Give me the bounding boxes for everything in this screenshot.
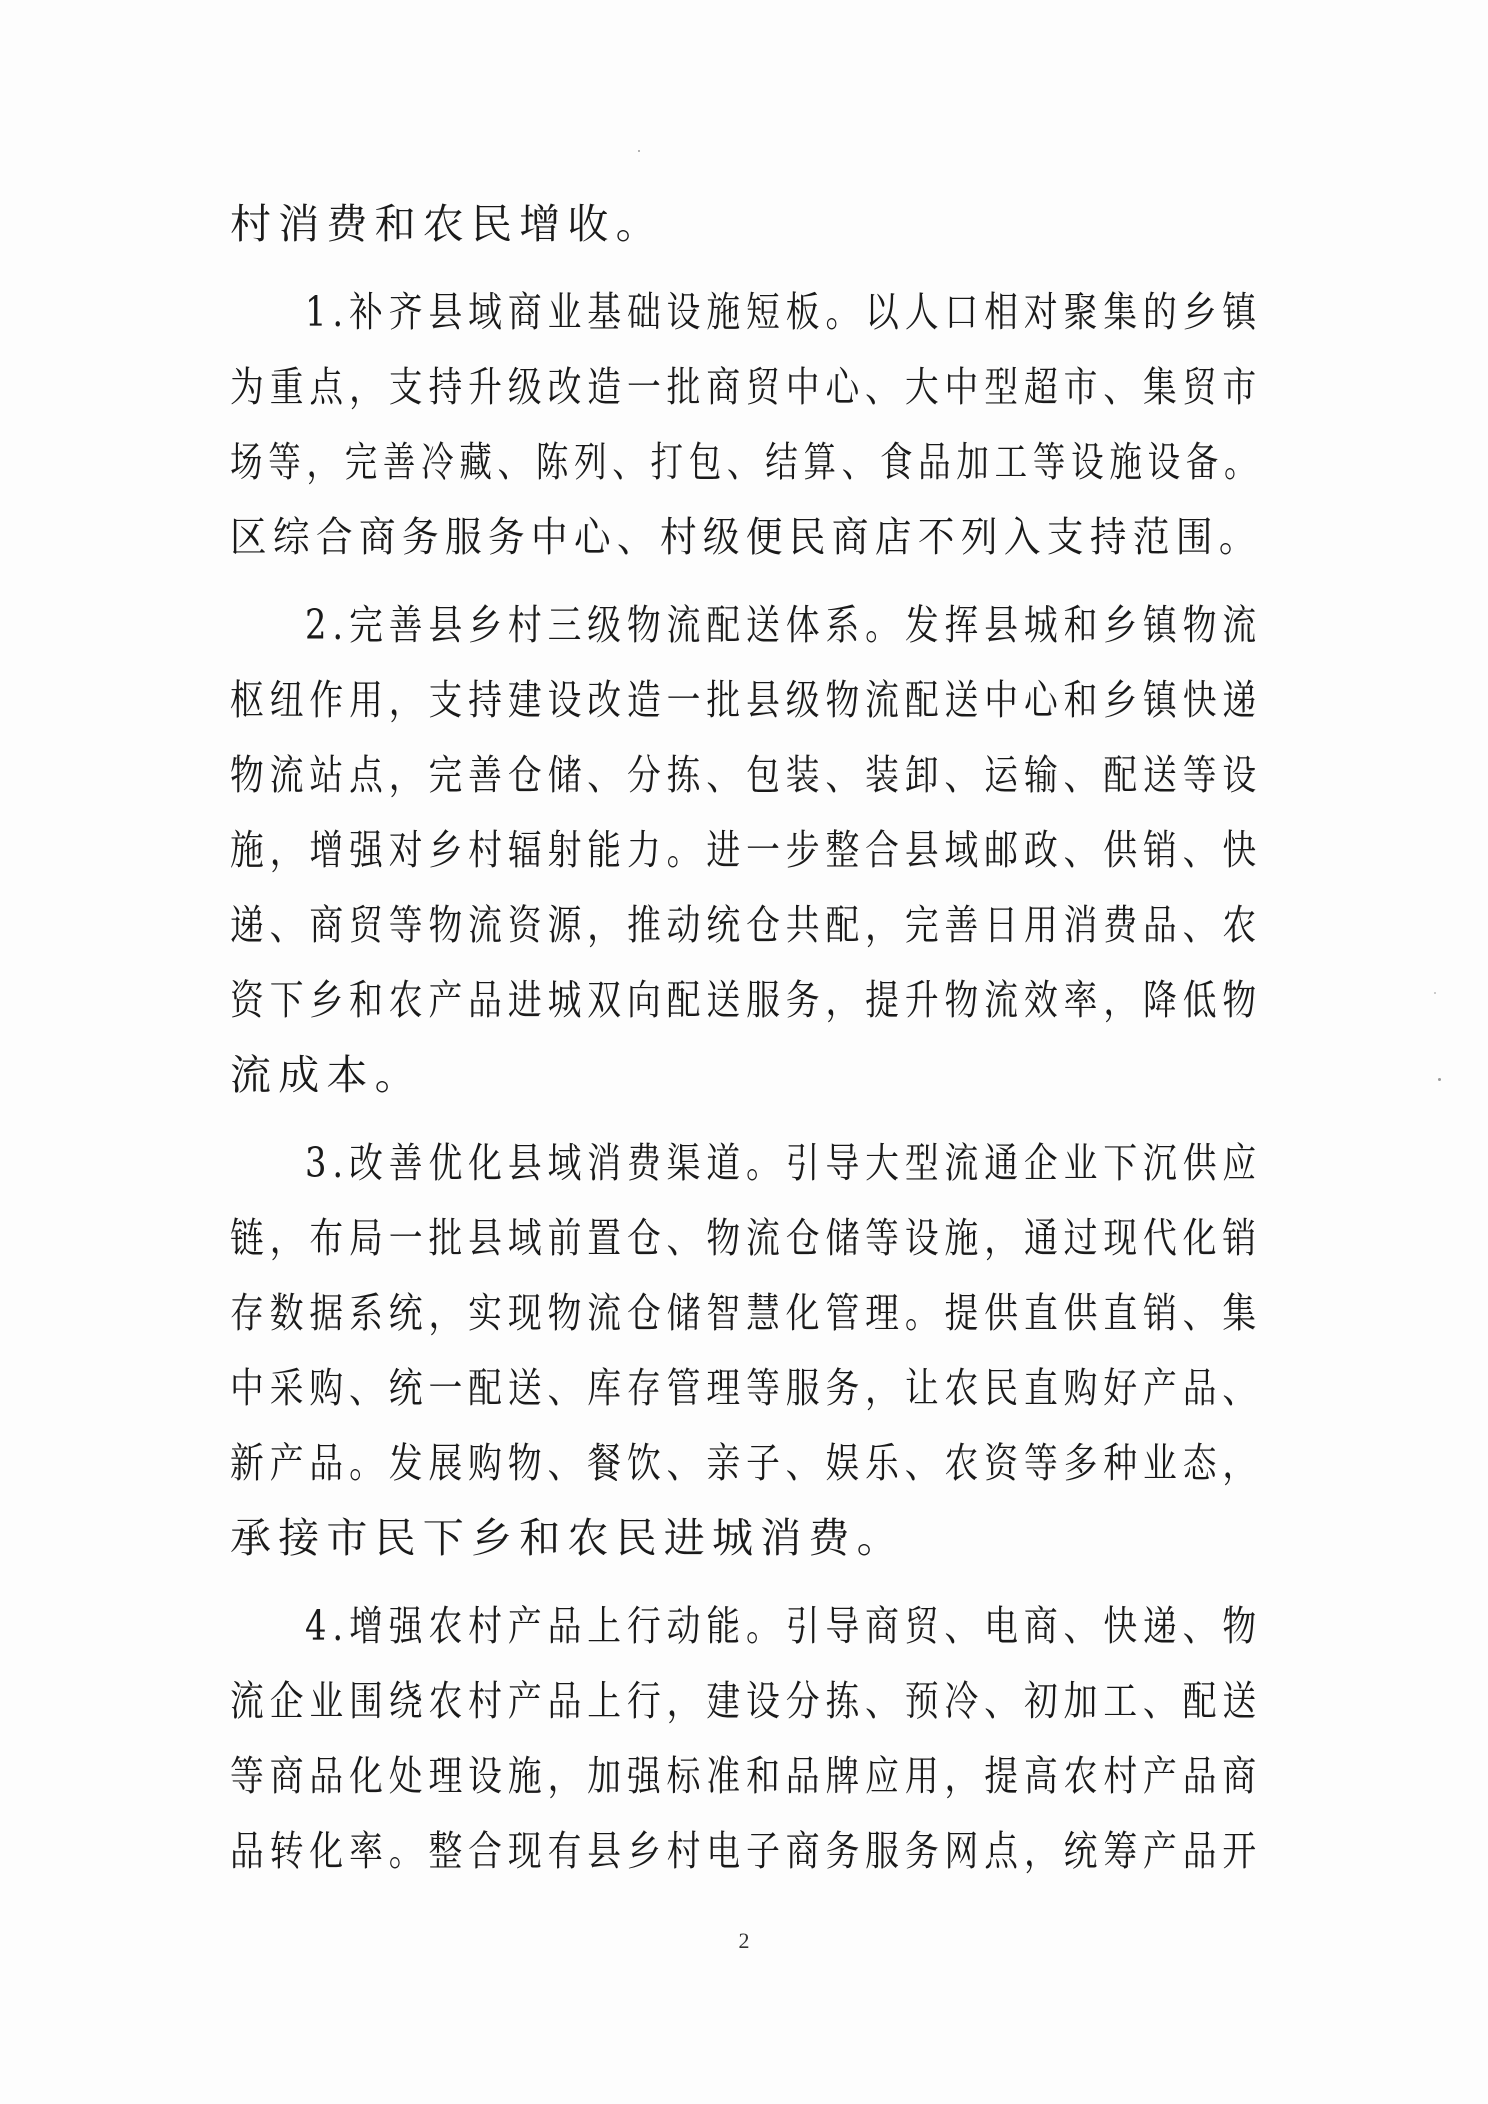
text-line-15: 存数据系统，实现物流仓储智慧化管理。提供直供直销、集 bbox=[230, 1289, 1263, 1337]
scan-speck bbox=[1438, 1078, 1441, 1081]
text-line-22: 品转化率。整合现有县乡村电子商务服务网点，统筹产品开 bbox=[230, 1827, 1263, 1875]
text-line-10: 递、商贸等物流资源，推动统仓共配，完善日用消费品、农 bbox=[230, 901, 1263, 949]
text-line-16: 中采购、统一配送、库存管理等服务，让农民直购好产品、 bbox=[230, 1364, 1263, 1412]
text-line-21: 等商品化处理设施，加强标准和品牌应用，提高农村产品商 bbox=[230, 1752, 1263, 1800]
text-line-19: 4.增强农村产品上行动能。引导商贸、电商、快递、物 bbox=[305, 1602, 1263, 1650]
scan-speck bbox=[1434, 992, 1436, 994]
text-line-5: 区综合商务服务中心、村级便民商店不列入支持范围。 bbox=[230, 513, 1262, 561]
text-line-11: 资下乡和农产品进城双向配送服务，提升物流效率，降低物 bbox=[230, 976, 1263, 1024]
text-line-3: 为重点，支持升级改造一批商贸中心、大中型超市、集贸市 bbox=[230, 363, 1263, 411]
text-line-20: 流企业围绕农村产品上行，建设分拣、预冷、初加工、配送 bbox=[230, 1677, 1263, 1725]
text-line-6: 2.完善县乡村三级物流配送体系。发挥县城和乡镇物流 bbox=[305, 601, 1263, 649]
text-line-8: 物流站点，完善仓储、分拣、包装、装卸、运输、配送等设 bbox=[230, 751, 1263, 799]
text-line-9: 施，增强对乡村辐射能力。进一步整合县域邮政、供销、快 bbox=[230, 826, 1263, 874]
text-line-4: 场等，完善冷藏、陈列、打包、结算、食品加工等设施设备。 bbox=[230, 438, 1263, 486]
text-line-17: 新产品。发展购物、餐饮、亲子、娱乐、农资等多种业态， bbox=[230, 1439, 1263, 1487]
scan-speck bbox=[638, 150, 640, 152]
text-line-1: 村消费和农民增收。 bbox=[230, 200, 664, 248]
text-line-2: 1.补齐县域商业基础设施短板。以人口相对聚集的乡镇 bbox=[305, 288, 1263, 336]
text-line-18: 承接市民下乡和农民进城消费。 bbox=[230, 1514, 905, 1562]
text-line-13: 3.改善优化县域消费渠道。引导大型流通企业下沉供应 bbox=[305, 1139, 1263, 1187]
text-line-12: 流成本。 bbox=[230, 1051, 423, 1099]
page-number: 2 bbox=[738, 1928, 750, 1953]
text-line-7: 枢纽作用，支持建设改造一批县级物流配送中心和乡镇快递 bbox=[230, 676, 1263, 724]
text-line-14: 链，布局一批县域前置仓、物流仓储等设施，通过现代化销 bbox=[230, 1214, 1263, 1262]
